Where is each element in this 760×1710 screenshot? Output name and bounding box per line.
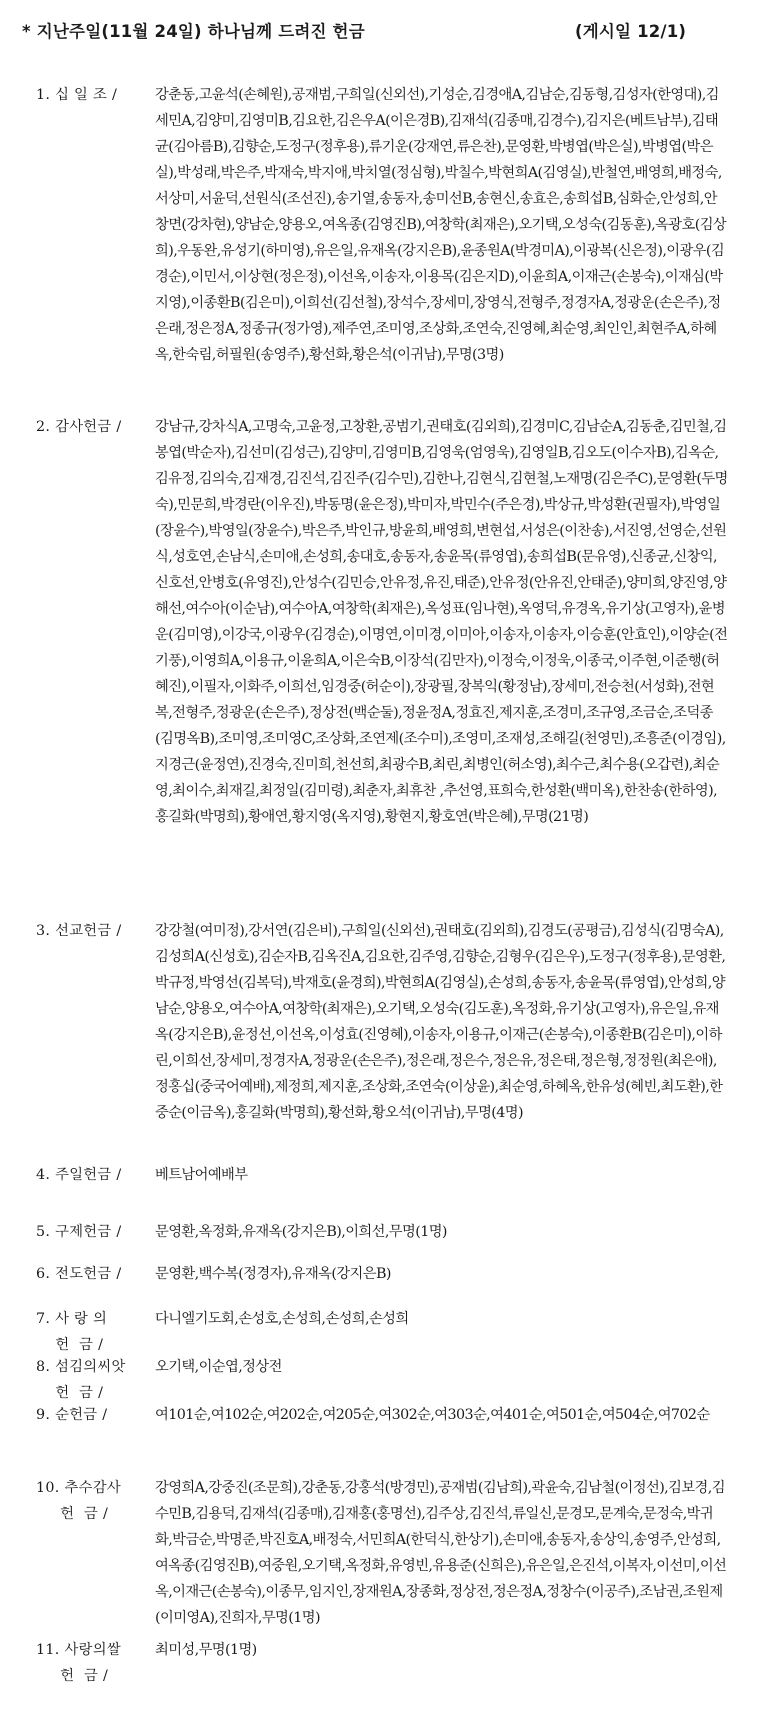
section-label: 7. 사 랑 의 헌 금 / — [36, 1311, 108, 1353]
report-title: * 지난주일(11월 24일) 하나님께 드려진 헌금 — [22, 22, 365, 41]
section-label: 3. 선교헌금 / — [36, 923, 122, 939]
section-label: 5. 구제헌금 / — [36, 1224, 122, 1240]
section-label: 2. 감사헌금 / — [36, 419, 122, 435]
section-label: 8. 섬김의씨앗 헌 금 / — [36, 1359, 126, 1401]
donor-list: 강강철(여미정),강서연(김은비),구희일(신외선),권태호(김외희),김경도(공평금),김성식(김명숙A),김성희A(신성호),김순자B,김옥진A,김요한,김주영,김향순,김형우(김은우),도정구(정후용),문영환,박규정,박영선(김복덕),박재호(윤경희),박현희A(김영실),손성희,송동자,송윤목(류영엽),안성희,양남순,양용오,여수아A,여창학(최재은),오기택,오성숙(김도훈),옥정화,유기상(고영자),유은일,유재옥(강지은B),윤정선,이선옥,이성효(진영혜),이송자,이용규,이재근(손봉숙),이종환B(김은미),이하린,이희선,장세미,정경자A,정광운(손은주),정은래,정은수,정은유,정은태,정은형,정정원(최은애),정홍십(중국어예배),제정희,제지훈,조상화,조연숙(이상윤),최순영,하혜옥,한유성(혜빈,최도환),한중순(이금옥),홍길화(박명희),황선화,황오석(이귀남),무명(4명) — [155, 923, 726, 1121]
section-label: 1. 십 일 조 / — [36, 87, 118, 103]
donor-list: 강춘동,고윤석(손혜원),공재범,구희일(신외선),기성순,김경애A,김남순,김동형,김성자(한영대),김세민A,김양미,김영미B,김요한,김은우A(이은경B),김재석(김종매,김경수),김지은(베트남부),김태균(김아름B),김향순,도정구(정후용),류기운(강재연,류은찬),문영환,박병엽(박은실),박병엽(박은실),박성래,박은주,박재숙,박지애,박치열(정심형),박칠수,박현희A(김영실),반철연,배영희,배정숙,서상미,서윤덕,선원식(조선진),송기열,송동자,송미선B,송현신,송효은,송희섭B,심화순,안성희,안창면(강차현),양남순,양용오,여옥종(김영진B),여창학(최재은),오기택,오성숙(김동훈),옥광호(김상희),우동완,유성기(하미영),유은일,유재옥(강지은B),윤종원A(박경미A),이광복(신은정),이광우(김경순),이민서,이상현(정은정),이선옥,이송자,이용목(김은지D),이윤희A,이재근(손봉숙),이재심(박지영),이종환B(김은미),이희선(김선철),장석수,장세미,장영식,전형주,정경자A,정광운(손은주),정은래,정은정A,정종규(정가영),제주연,조미영,조상화,조연숙,진영혜,최순영,최인인,최현주A,하혜옥,한숙림,허필원(송영주),황선화,황은석(이귀남),무명(3명) — [155, 87, 727, 363]
posted-date: (게시일 12/1) — [575, 22, 687, 41]
donor-list: 오기택,이순엽,정상전 — [155, 1359, 282, 1375]
donor-list: 강영희A,강중진(조문희),강춘동,강홍석(방경민),공재범(김남희),곽윤숙,김남철(이정선),김보경,김수민B,김용덕,김재석(김종매),김재홍(홍명선),김주상,김진석,류일신,문경모,문계숙,문정숙,박귀화,박금순,박명준,박진호A,배정숙,서민희A(한덕식,한상기),손미애,송동자,송상익,송영주,안성희,여옥종(김영진B),여중원,오기택,옥정화,유영빈,유용준(신희은),유은일,은진석,이복자,이선미,이선옥,이재근(손봉숙),이종무,임지인,장재원A,장종화,정상전,정은정A,정창수(이공주),조남권,조원제(이미영A),진희자,무명(1명) — [155, 1480, 727, 1626]
donor-list: 최미성,무명(1명) — [155, 1642, 257, 1658]
section-label: 4. 주일헌금 / — [36, 1167, 122, 1183]
section-label: 9. 순헌금 / — [36, 1407, 108, 1423]
donor-list: 다니엘기도회,손성호,손성희,손성희,손성희 — [155, 1311, 409, 1327]
donor-list: 베트남어예배부 — [155, 1167, 248, 1183]
donor-list: 문영환,백수복(정경자),유재옥(강지은B) — [155, 1266, 391, 1282]
section-label: 10. 추수감사 헌 금 / — [36, 1480, 121, 1522]
section-label: 11. 사랑의쌀 헌 금 / — [36, 1642, 121, 1684]
section-label: 6. 전도헌금 / — [36, 1266, 122, 1282]
donor-list: 강남규,강차식A,고명숙,고윤정,고창환,공범기,권태호(김외희),김경미C,김남순A,김동춘,김민철,김봉엽(박순자),김선미(김성근),김양미,김영미B,김영욱(엄영욱),김영일B,김오도(이수자B),김옥순,김유정,김의숙,김재경,김진석,김진주(김수민),김한나,김현식,김현철,노재명(김은주C),문영환(두명숙),민문희,박경란(이우진),박동명(윤은정),박미자,박민수(주은경),박상규,박성환(권필자),박영일(장윤수),박영일(장윤수),박은주,박인규,방윤희,배영희,변현섭,서성은(이찬송),서진영,선영순,선원식,성호연,손남식,손미애,손성희,송대호,송동자,송윤목(류영엽),송희섭B(문유영),신종균,신창익,신호선,안병호(유영진),안성수(김민승,안유정,유진,태준),안유정(안유진,안태준),양미희,양진영,양해선,여수아(이순남),여수아A,여창학(최재은),옥성표(임나현),옥영덕,유경옥,유기상(고영자),윤병운(김미영),이강국,이광우(김경순),이명연,이미경,이미아,이송자,이송자,이승훈(안효인),이양순(전기풍),이영희A,이용규,이윤희A,이은숙B,이장석(김만자),이정숙,이정욱,이종국,이주현,이준행(허혜진),이필자,이화주,이희선,임경중(허순이),장광필,장복익(황정남),장세미,전승천(서성화),전현복,전형주,정광운(손은주),정상전(백순둘),정윤정A,정효진,제지훈,조경미,조규영,조금순,조덕종(김명옥B),조미영,조미영C,조상화,조연제(조수미),조영미,조재성,조해길(천영민),조흥준(이경임),지경근(윤정연),진경숙,진미희,천선희,최광수B,최린,최병인(허소영),최수근,최수용(오갑련),최순영,최이수,최재길,최정일(김미령),최춘자,최휴찬 ,추선영,표희숙,한성환(백미옥),한찬송(한하영),홍길화(박명희),황애연,황지영(옥지영),황현지,황호연(박은혜),무명(21명) — [155, 419, 728, 825]
donor-list: 문영환,옥정화,유재옥(강지은B),이희선,무명(1명) — [155, 1224, 447, 1240]
donor-list: 여101순,여102순,여202순,여205순,여302순,여303순,여401순,여501순,여504순,여702순 — [155, 1407, 710, 1423]
